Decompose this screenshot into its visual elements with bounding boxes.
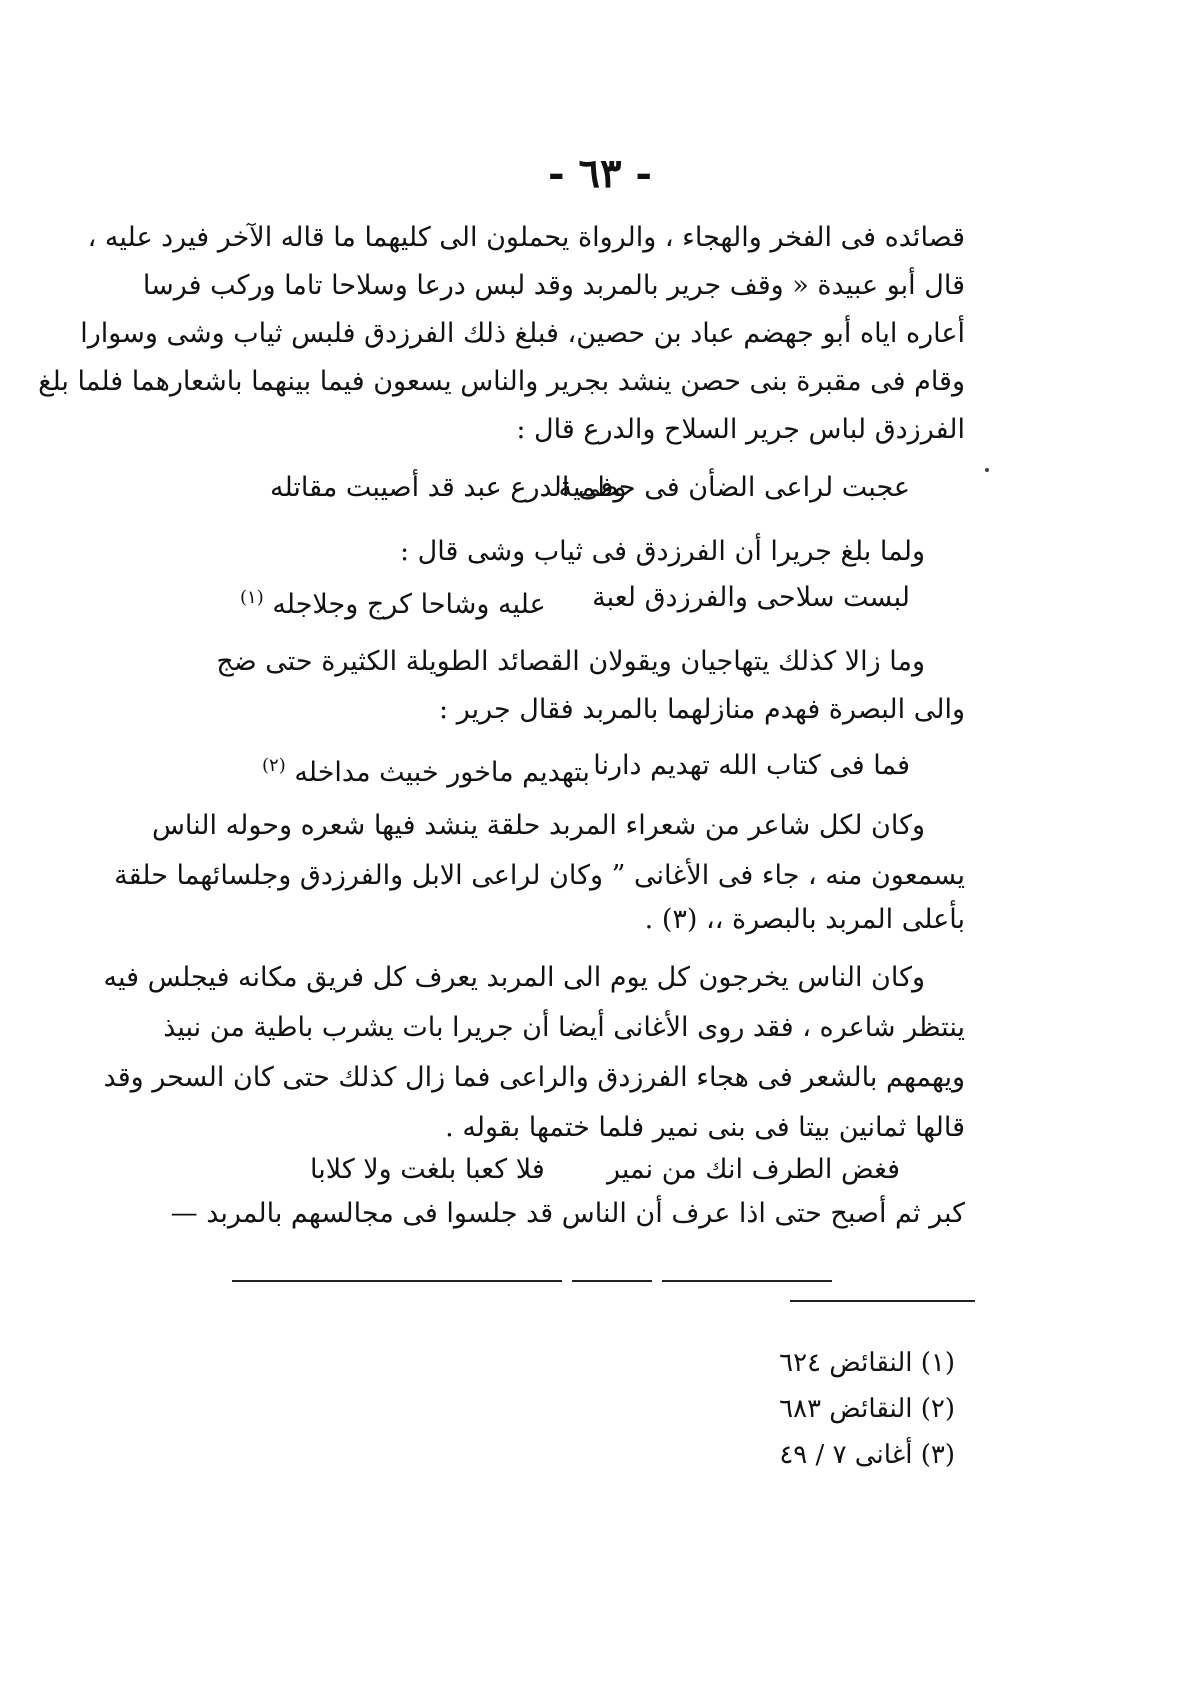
ink-mark (985, 468, 989, 472)
footnote-reference: (٣) . (644, 904, 698, 935)
underline-rule (662, 1280, 832, 1282)
text-line: وما زالا كذلك يتهاجيان ويقولان القصائد الطويلة الكثيرة حتى ضج (216, 646, 925, 677)
verse-text: عليه وشاحا كرج وجلاجله (272, 589, 546, 620)
text-line: وكان الناس يخرجون كل يوم الى المربد يعرف كل فريق مكانه فيجلس فيه (103, 962, 925, 993)
verse-text: بتهديم ماخور خبيث مداخله (294, 757, 590, 788)
footnote-reference: (٢) (262, 755, 286, 776)
text-fragment: بأعلى المربد بالبصرة ،، (706, 904, 965, 935)
text-line: يسمعون منه ، جاء فى الأغانى ” وكان لراعى الابل والفرزدق وجلسائهما حلقة (114, 860, 965, 891)
main-text (38, 0, 965, 1300)
text-line: ينتظر شاعره ، فقد روى الأغانى أيضا أن جريرا بات يشرب باطية من نبيذ (163, 1012, 965, 1043)
footnote: (٣) أغانى ٧ / ٤٩ (779, 1440, 955, 1470)
text-line: ويهمهم بالشعر فى هجاء الفرزدق والراعى فما زال كذلك حتى كان السحر وقد (103, 1062, 965, 1093)
text-line: قصائده فى الفخر والهجاء ، والرواة يحملون الى كليهما ما قاله الآخر فيرد عليه ، (87, 222, 965, 253)
text-line-with-note (645, 900, 965, 940)
verse-hemistich-right: فغض الطرف انك من نمير (606, 1154, 900, 1185)
verse-hemistich-left (262, 746, 590, 786)
footnotes (779, 1340, 955, 1478)
verse-hemistich-left: وفى الدرع عبد قد أصيبت مقاتله (270, 472, 627, 503)
text-line: كبر ثم أصبح حتى اذا عرف أن الناس قد جلسوا فى مجالسهم بالمربد — (170, 1198, 965, 1229)
footnote-separator (790, 1300, 975, 1302)
text-line: قالها ثمانين بيتا فى بنى نمير فلما ختمها بقوله . (445, 1112, 965, 1143)
text-line: ولما بلغ جريرا أن الفرزدق فى ثياب وشى قال : (399, 536, 925, 567)
page-number: - ٦٣ - (547, 150, 653, 197)
text-line: الفرزدق لباس جرير السلاح والدرع قال : (516, 414, 965, 445)
text-line: والى البصرة فهدم منازلهما بالمربد فقال جرير : (439, 694, 965, 725)
footnote-reference: (١) (240, 587, 264, 608)
text-line: أعاره اياه أبو جهضم عباد بن حصين، فبلغ ذلك الفرزدق فلبس ثياب وشى وسوارا (80, 318, 965, 349)
underline-rule (232, 1280, 562, 1282)
text-line: وقام فى مقبرة بنى حصن ينشد بجرير والناس يسعون فيما بينهما باشعارهما فلما بلغ (38, 366, 965, 397)
verse-hemistich-right: عجبت لراعى الضأن فى حطمية (558, 472, 910, 503)
verse-hemistich-right: فما فى كتاب الله تهديم دارنا (593, 750, 910, 781)
verse-hemistich-left (240, 578, 546, 618)
footnote: (١) النقائض ٦٢٤ (779, 1348, 955, 1378)
verse-hemistich-right: لبست سلاحى والفرزدق لعبة (592, 582, 910, 613)
text-line: قال أبو عبيدة « وقف جرير بالمربد وقد لبس درعا وسلاحا تاما وركب فرسا (142, 270, 965, 301)
underline-rule (572, 1280, 652, 1282)
text-line: وكان لكل شاعر من شعراء المربد حلقة ينشد فيها شعره وحوله الناس (151, 810, 925, 841)
verse-hemistich-left: فلا كعبا بلغت ولا كلابا (310, 1154, 545, 1185)
footnote: (٢) النقائض ٦٨٣ (779, 1394, 955, 1424)
